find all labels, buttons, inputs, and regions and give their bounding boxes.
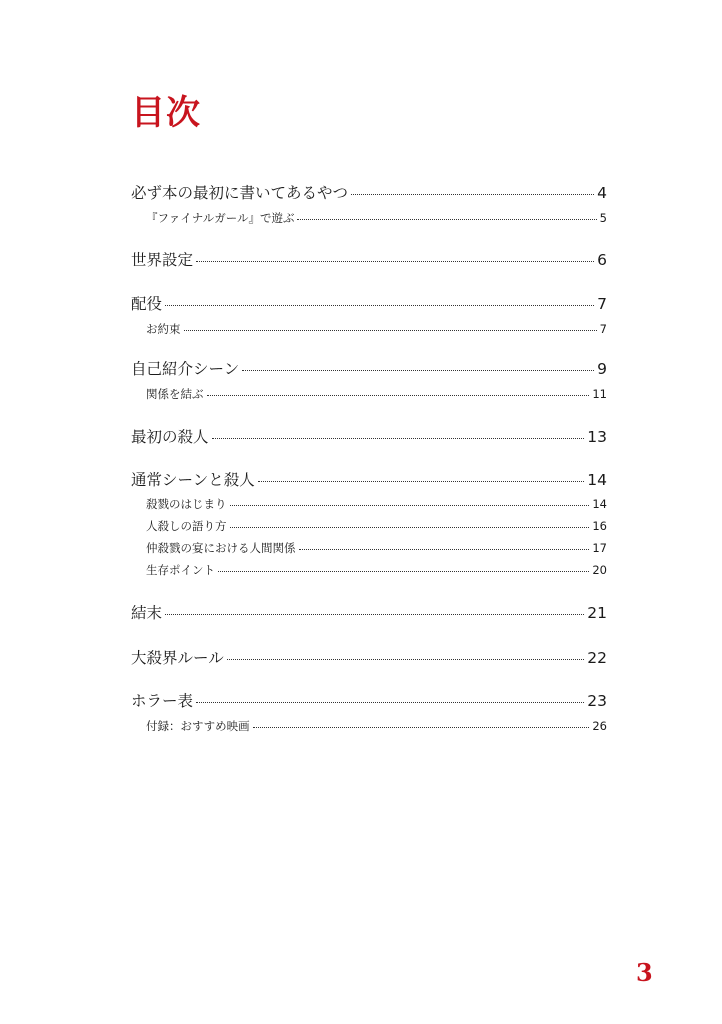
toc-entry[interactable] — [131, 646, 607, 668]
toc-entry-page: 23 — [587, 692, 607, 710]
toc-entry-label: 最初の殺人 — [131, 428, 209, 446]
toc-entry[interactable] — [131, 425, 607, 447]
dot-leader — [207, 395, 590, 396]
toc-subentry[interactable] — [146, 321, 607, 337]
toc-entry-label: 配役 — [131, 295, 163, 313]
toc-subentry[interactable] — [146, 718, 607, 734]
toc-subentry[interactable] — [146, 386, 607, 402]
toc-entry-label: 関係を結ぶ — [146, 387, 204, 401]
dot-leader — [230, 527, 590, 528]
toc-entry-page: 7 — [597, 295, 607, 313]
dot-leader — [253, 727, 590, 728]
toc-entry-page: 7 — [599, 322, 607, 336]
dot-leader — [218, 571, 589, 572]
toc-entry-label: 自己紹介シーン — [131, 360, 240, 378]
toc-entry[interactable] — [131, 468, 607, 490]
toc-entry-label: 結末 — [131, 604, 163, 622]
toc-entry-label: 『ファイナルガール』で遊ぶ — [146, 211, 295, 225]
toc-entry-label: 殺戮のはじまり — [146, 497, 227, 511]
toc-entry-label: 生存ポイント — [146, 563, 215, 577]
toc-entry-page: 9 — [597, 360, 607, 378]
toc-entry-page: 16 — [592, 519, 607, 533]
toc-subentry[interactable] — [146, 496, 607, 512]
toc-entry-page: 6 — [597, 251, 607, 269]
dot-leader — [165, 614, 584, 615]
toc-entry-page: 14 — [587, 471, 607, 489]
toc-entry-label: 大殺界ルール — [131, 649, 224, 667]
dot-leader — [258, 481, 585, 482]
toc-entry-page: 4 — [597, 184, 607, 202]
toc-entry-label: お約束 — [146, 322, 181, 336]
dot-leader — [196, 261, 594, 262]
dot-leader — [230, 505, 590, 506]
dot-leader — [351, 194, 594, 195]
dot-leader — [196, 702, 584, 703]
page-title: 目次 — [131, 93, 201, 133]
toc-entry-page: 11 — [592, 387, 607, 401]
toc-subentry[interactable] — [146, 562, 607, 578]
toc-entry[interactable] — [131, 601, 607, 623]
dot-leader — [212, 438, 585, 439]
toc-entry-label: 世界設定 — [131, 251, 194, 269]
toc-entry-page: 26 — [592, 719, 607, 733]
toc-subentry[interactable] — [146, 210, 607, 226]
toc-entry-label: 必ず本の最初に書いてあるやつ — [131, 184, 349, 202]
toc-entry-label: 仲殺戮の宴における人間関係 — [146, 541, 296, 555]
toc-entry[interactable] — [131, 689, 607, 711]
toc-subentry[interactable] — [146, 518, 607, 534]
toc-entry-page: 21 — [587, 604, 607, 622]
page-number: 3 — [636, 958, 653, 987]
dot-leader — [299, 549, 590, 550]
toc-entry[interactable] — [131, 292, 607, 314]
toc-entry-page: 14 — [592, 497, 607, 511]
toc-entry-label: 付録：おすすめ映画 — [146, 719, 250, 733]
dot-leader — [184, 330, 597, 331]
toc-entry[interactable] — [131, 181, 607, 203]
toc-entry-page: 20 — [592, 563, 607, 577]
toc-entry-page: 13 — [587, 428, 607, 446]
toc-entry-label: 人殺しの語り方 — [146, 519, 227, 533]
toc-subentry[interactable] — [146, 540, 607, 556]
toc-entry-page: 17 — [592, 541, 607, 555]
toc-entry-page: 22 — [587, 649, 607, 667]
toc-entry[interactable] — [131, 248, 607, 270]
dot-leader — [242, 370, 594, 371]
toc-entry[interactable] — [131, 357, 607, 379]
dot-leader — [227, 659, 585, 660]
dot-leader — [297, 219, 596, 220]
toc-entry-page: 5 — [599, 211, 607, 225]
toc-entry-label: 通常シーンと殺人 — [131, 471, 255, 489]
toc-entry-label: ホラー表 — [131, 692, 194, 710]
dot-leader — [165, 305, 594, 306]
